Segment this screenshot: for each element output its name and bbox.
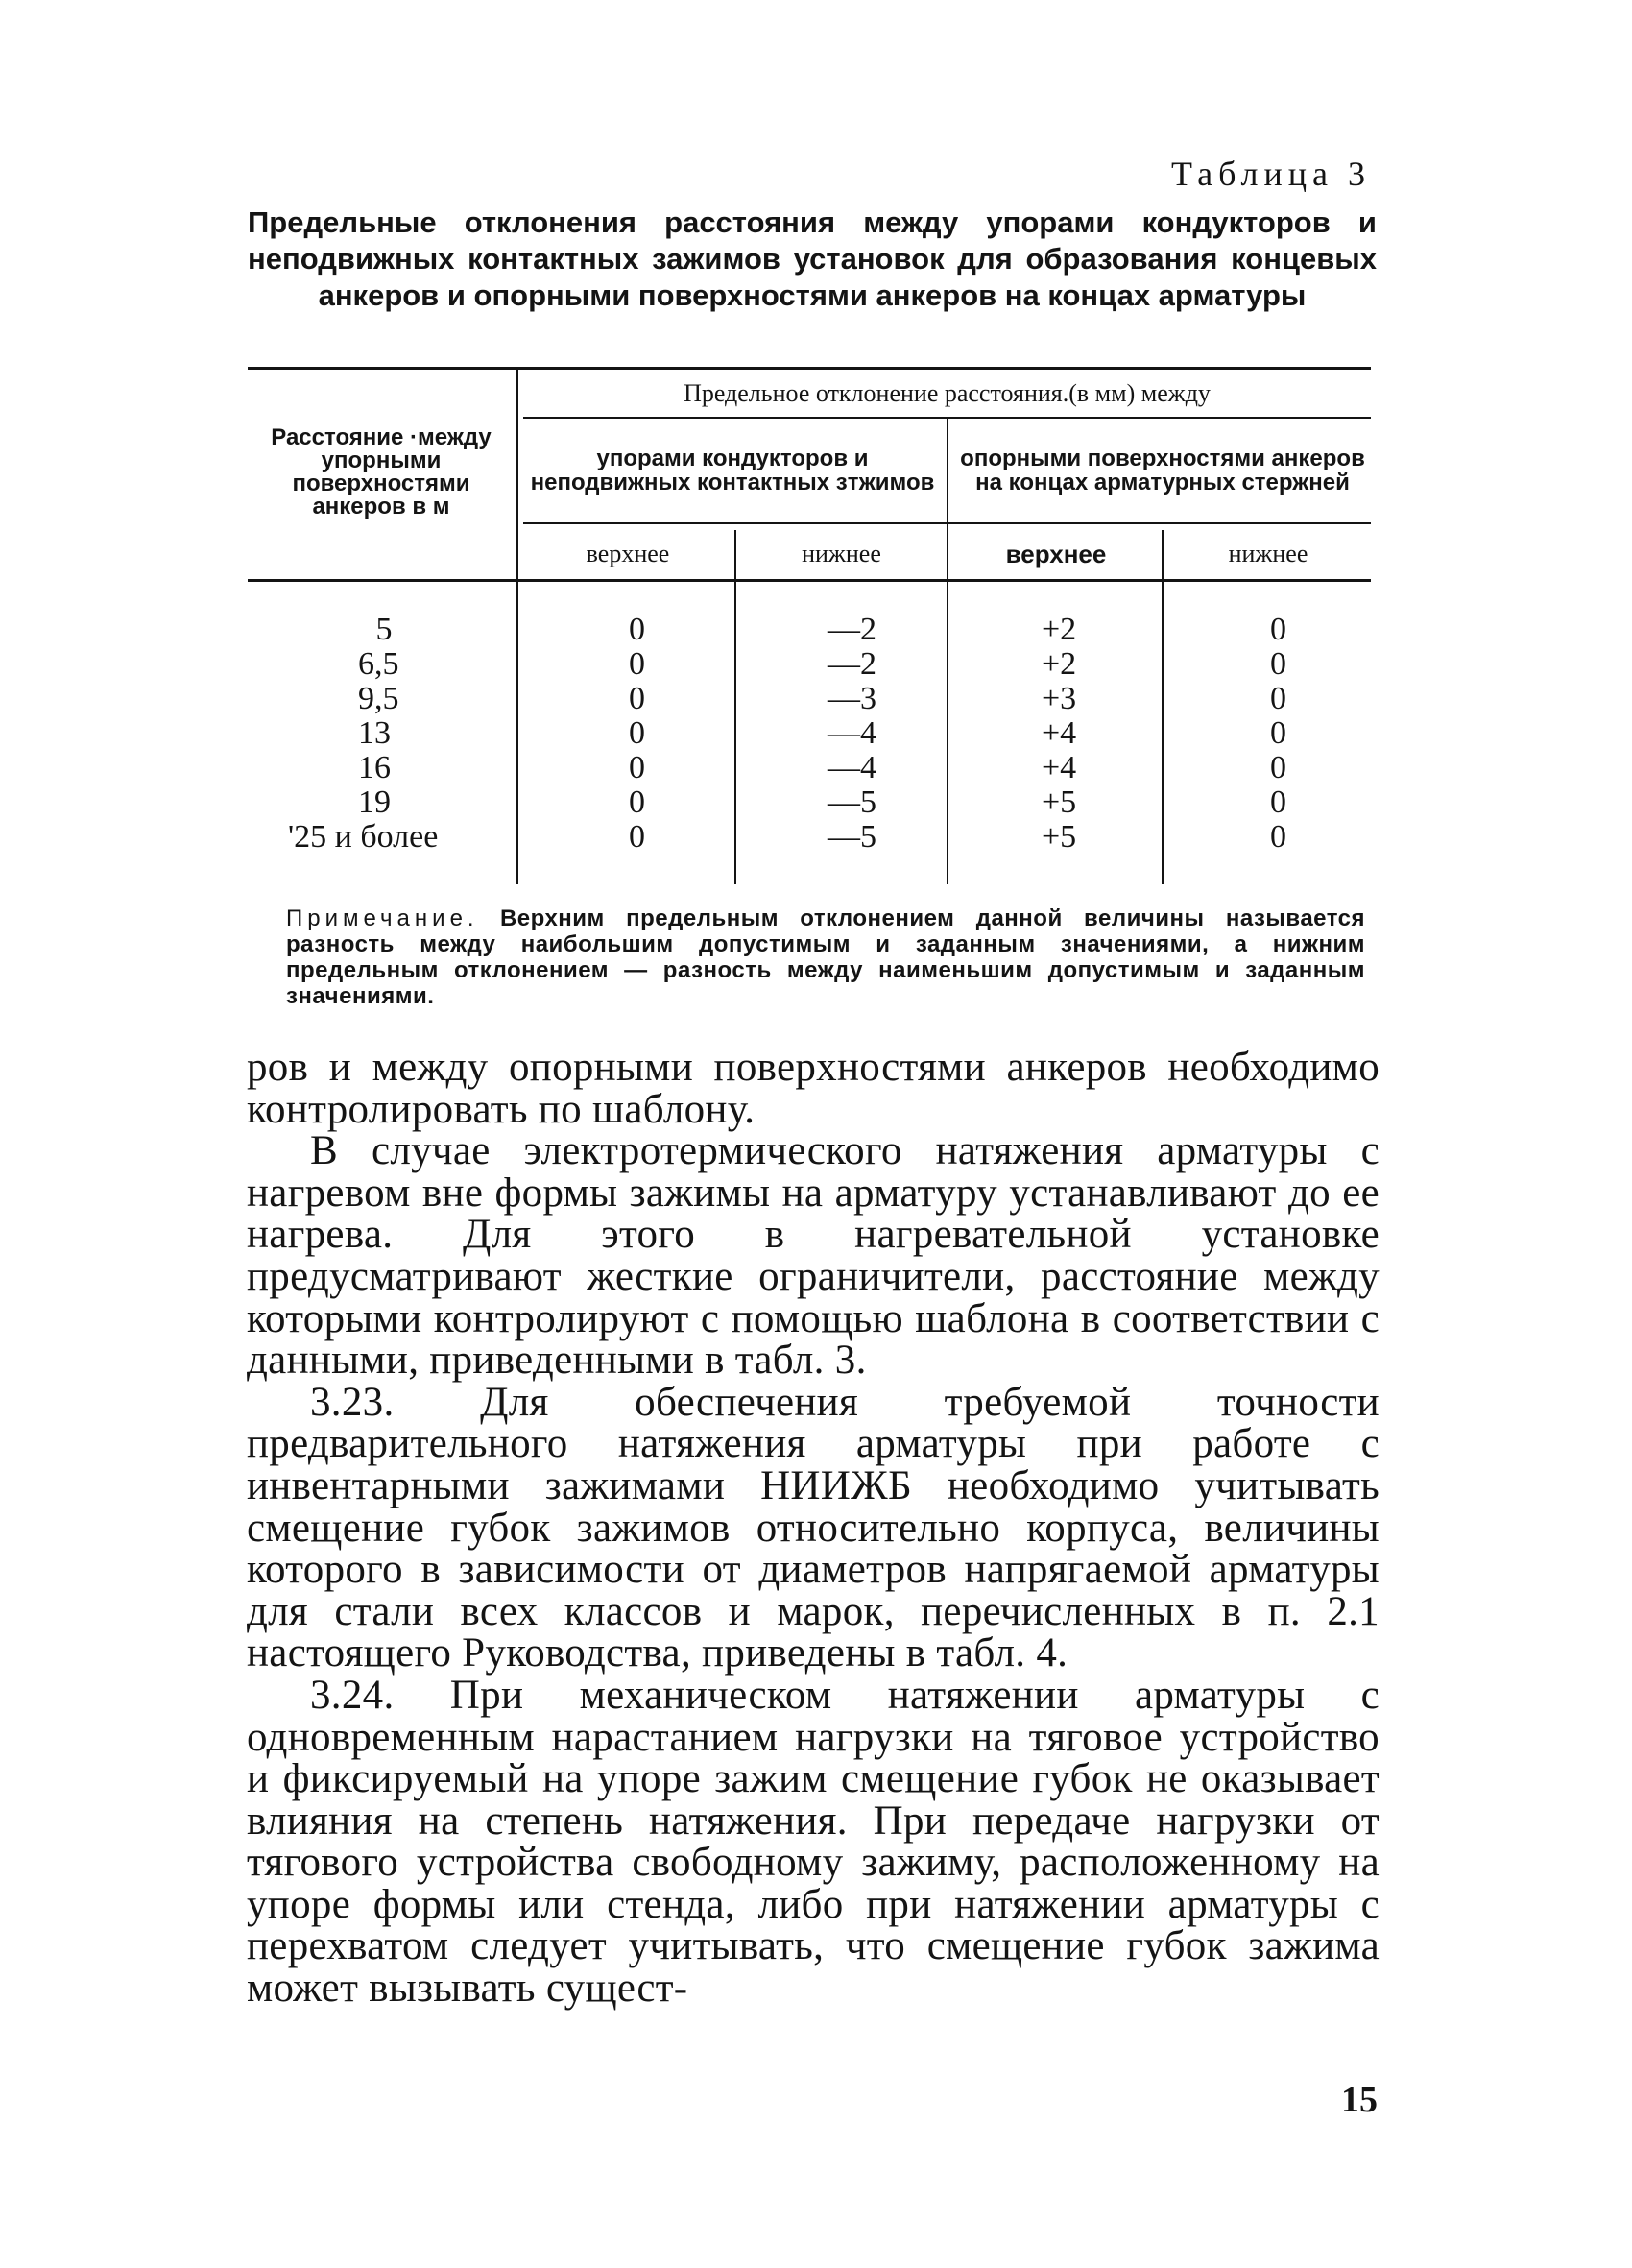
- table-cell: 19: [358, 784, 391, 820]
- table-cell: 13: [358, 715, 391, 751]
- header-upper-1: верхнее: [586, 540, 670, 567]
- table-cell: 0: [1270, 681, 1286, 716]
- table-title: Предельные отклонения расстояния между упорами кондукторов и неподвижных контактных зажимов установок для образования концевых анкеров и опорными поверхностями анкеров на концах арматуры: [248, 205, 1377, 312]
- page-number: 15: [1341, 2080, 1378, 2120]
- column-upper-1: [629, 613, 686, 855]
- col-divider-1: [516, 368, 518, 884]
- table-cell: 9,5: [358, 681, 399, 716]
- table-cell: 0: [1270, 715, 1286, 751]
- note-lead: Примечание.: [286, 905, 479, 931]
- note-text: Верхним предельным отклонением данной величины называется разность между наибольшим допустимым и заданным значениями, а нижним предельным отклонением — разность между наименьшим допустимым и заданным значениями.: [286, 905, 1366, 1009]
- header-lower-1: нижнее: [802, 540, 881, 567]
- header-lower-2: нижнее: [1228, 540, 1308, 567]
- paragraph: ров и между опорными поверхностями анкеров необходимо контролировать по шаблону.: [247, 1045, 1380, 1132]
- col-divider-group: [947, 418, 948, 884]
- table-number: Таблица 3: [1171, 155, 1371, 193]
- table-cell: 0: [1270, 819, 1286, 855]
- table-cell: 5: [375, 612, 393, 647]
- table-cell: 0: [1270, 750, 1286, 785]
- table-cell: '25 и более: [288, 819, 439, 855]
- paragraph: В случае электротермического натяжения арматуры с нагревом вне формы зажимы на арматуру устанавливают до ее нагрева. Для этого в нагревательной установке предусматривают жесткие ограничители, расстояние между которыми контролируют с помощью шаблона в соответствии с данными, приведенными в табл. 3.: [247, 1128, 1380, 1384]
- column-distance: [288, 613, 480, 855]
- table-cell: +4: [1042, 715, 1077, 751]
- table-cell: —3: [828, 681, 876, 716]
- table-cell: 6,5: [358, 646, 399, 682]
- table-cell: +5: [1042, 819, 1077, 855]
- table-cell: —5: [828, 819, 876, 855]
- col-divider-2: [734, 530, 736, 884]
- table-cell: 0: [1270, 612, 1286, 647]
- table-cell: —5: [828, 784, 876, 820]
- column-lower-1: [828, 613, 914, 855]
- table-cell: +2: [1042, 646, 1077, 682]
- table-cell: +5: [1042, 784, 1077, 820]
- header-distance: Расстояние ·между упорными поверхностями анкеров в м: [271, 424, 492, 519]
- header-bottom-rule: [248, 579, 1371, 582]
- table-cell: 0: [629, 646, 645, 682]
- table-cell: +3: [1042, 681, 1077, 716]
- table-cell: 0: [629, 612, 645, 647]
- table-cell: —4: [828, 750, 876, 785]
- header-group-anchors: опорными поверхностями анкеров на концах арматурных стержней: [960, 446, 1365, 495]
- paragraph: 3.23. Для обеспечения требуемой точности предварительного натяжения арматуры при работе с инвентарными зажимами НИИЖБ необходимо учитывать смещение губок зажимов относительно корпуса, величины которого в зависимости от диаметров напрягаемой арматуры для стали всех классов и марок, перечисленных в п. 2.1 настоящего Руководства, приведены в табл. 4.: [247, 1379, 1380, 1677]
- table-cell: —4: [828, 715, 876, 751]
- header-group-supports: упорами кондукторов и неподвижных контактных зтжимов: [530, 446, 935, 495]
- table-cell: 16: [358, 750, 391, 785]
- header-upper-2: верхнее: [1005, 539, 1107, 568]
- table-cell: 0: [1270, 646, 1286, 682]
- table-cell: 0: [1270, 784, 1286, 820]
- table-cell: +2: [1042, 612, 1077, 647]
- table-cell: —2: [828, 612, 876, 647]
- table-top-rule: [248, 367, 1371, 370]
- table-cell: —2: [828, 646, 876, 682]
- table-cell: 0: [629, 784, 645, 820]
- column-upper-2: [1042, 613, 1128, 855]
- header-span: Предельное отклонение расстояния.(в мм) между: [684, 379, 1211, 407]
- col-divider-4: [1162, 530, 1164, 884]
- table-cell: 0: [629, 681, 645, 716]
- table-note: [286, 905, 1365, 1009]
- table-cell: 0: [629, 819, 645, 855]
- table-cell: 0: [629, 750, 645, 785]
- paragraph: 3.24. При механическом натяжении арматуры с одновременным нарастанием нагрузки на тяговое устройство и фиксируемый на упоре зажим смещение губок не оказывает влияния на степень натяжения. При передаче нагрузки от тягового устройства свободному зажиму, расположенному на упоре формы или стенда, либо при натяжении арматуры с перехватом следует учитывать, что смещение губок зажима может вызывать сущест-: [247, 1672, 1380, 2012]
- table-cell: +4: [1042, 750, 1077, 785]
- table-cell: 0: [629, 715, 645, 751]
- column-lower-2: [1270, 613, 1328, 855]
- body-text: [247, 1047, 1380, 2010]
